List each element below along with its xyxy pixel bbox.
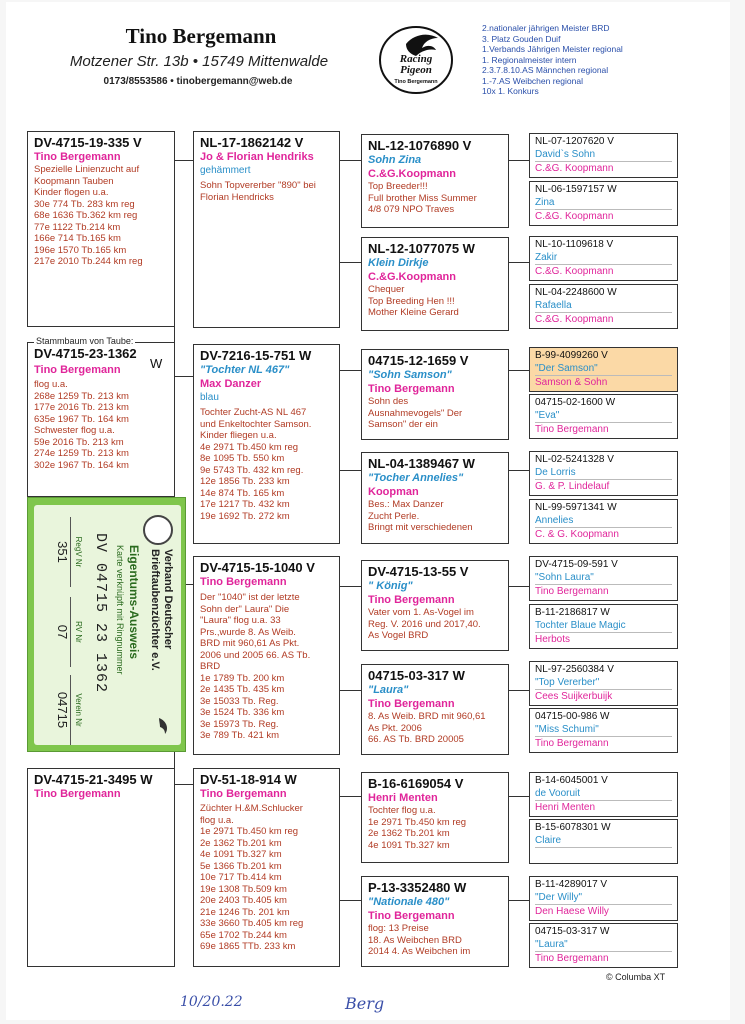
note-line: und Enkeltochter Samson. xyxy=(200,418,312,430)
achievement-item: 10x 1. Konkurs xyxy=(482,86,539,96)
note-line: 4e 1091 Tb.327 km xyxy=(200,849,282,860)
ancestor-card xyxy=(529,661,678,706)
note-line: Kinder flogen u.a. xyxy=(34,187,109,198)
ancestor-card xyxy=(529,819,678,864)
ring-number: NL-04-1389467 W xyxy=(368,456,475,471)
connector-line xyxy=(339,586,361,587)
card-inner xyxy=(34,505,181,745)
ring-number: DV-51-18-914 W xyxy=(200,772,297,787)
achievement-item: 1.Verbands Jährigen Meister regional xyxy=(482,44,623,54)
great-grandparent-card xyxy=(361,560,509,651)
owner-name: G. & P. Lindelauf xyxy=(535,479,672,493)
ring-number: DV-4715-09-591 V xyxy=(535,559,618,570)
ancestor-card xyxy=(529,876,678,921)
connector-line xyxy=(174,376,194,377)
note-line: 2014 4. As Weibchen im xyxy=(368,946,471,957)
ring-number: NL-12-1077075 W xyxy=(368,241,475,256)
owner-name: Tino Bergemann xyxy=(368,383,455,395)
owner-name: C.&G. Koopmann xyxy=(535,312,672,326)
ancestor-card xyxy=(529,236,678,281)
note-line: 21e 1246 Tb. 201 km xyxy=(200,906,290,918)
note-line: 1e 1789 Tb. 200 km xyxy=(200,672,285,684)
pigeon-name: Sohn Zina xyxy=(368,154,422,166)
owner-name: Tino Bergemann xyxy=(34,364,121,376)
card-org-line2: Brieftaubenzüchter e.V. xyxy=(149,549,161,671)
pigeon-name: "Sohn Samson" xyxy=(368,369,452,381)
note-line: Vater vom 1. As-Vogel im xyxy=(368,607,474,618)
note-line: 8. As Weib. BRD mit 960,61 xyxy=(368,711,486,722)
note-line: 166e 714 Tb.165 km xyxy=(34,233,121,244)
note-line: Ausnahmevogels" Der xyxy=(368,407,463,419)
note-line: 635e 1967 Tb. 164 km xyxy=(34,413,129,425)
note-line: flog: 13 Preise xyxy=(368,923,429,934)
note-line: flog u.a. xyxy=(34,379,68,390)
pigeon-name: Zina xyxy=(535,197,555,208)
owner-name: Tino Bergemann xyxy=(535,951,672,965)
owner-name: Henri Menten xyxy=(368,792,438,804)
note-line: 3e 15033 Tb. Reg. xyxy=(200,695,279,707)
great-grandparent-card xyxy=(361,134,509,228)
note-line: 59e 2016 Tb. 213 km xyxy=(34,436,124,448)
ring-number: NL-10-1109618 V xyxy=(535,239,614,250)
note-line: BRD mit 960,61 As Pkt. xyxy=(200,638,300,649)
handwritten-date: 10/20.22 xyxy=(180,994,243,1010)
pigeon-name: "Tocher Annelies" xyxy=(368,472,464,484)
note-line: 4e 1091 Tb.327 km xyxy=(368,839,450,851)
note-line: Sohn des xyxy=(368,396,409,407)
rv-label: RV Nr xyxy=(74,621,83,643)
ring-number: DV-4715-21-3495 W xyxy=(34,772,153,787)
great-grandparent-card xyxy=(361,876,509,967)
ring-number: B-15-6078301 W xyxy=(535,822,611,833)
note-line: 19e 1692 Tb. 272 km xyxy=(200,510,290,522)
note-line: Prs.,wurde 8. As Weib. xyxy=(200,626,296,638)
connector-line xyxy=(509,262,529,263)
pigeon-name: Tochter Blaue Magic xyxy=(535,620,626,631)
pigeon-name: "Nationale 480" xyxy=(368,896,450,908)
plumage-color: gehämmert xyxy=(200,165,251,176)
note-line: 268e 1259 Tb. 213 km xyxy=(34,390,129,402)
ring-number: 04715-03-317 W xyxy=(368,668,465,683)
pigeon-name: Rafaella xyxy=(535,300,572,311)
connector-line xyxy=(174,160,194,161)
great-grandparent-card xyxy=(361,772,509,863)
performance-notes xyxy=(368,499,502,534)
performance-notes xyxy=(368,711,502,746)
note-line: 196e 1570 Tb.165 km xyxy=(34,244,127,256)
great-grandparent-card xyxy=(361,237,509,331)
note-line: Schwester flog u.a. xyxy=(34,425,115,436)
sex-marker: W xyxy=(150,356,163,371)
grandparent-card xyxy=(193,344,340,544)
note-line: Top Breeder!!! xyxy=(368,181,428,192)
pigeon-name: David`s Sohn xyxy=(535,149,596,160)
ring-number: 04715-12-1659 V xyxy=(368,353,469,368)
note-line: 66. AS Tb. BRD 20005 xyxy=(368,734,464,745)
owner-name: Tino Bergemann xyxy=(200,788,287,800)
card-ring-number: DV 04715 23 1362 xyxy=(92,533,109,694)
ancestor-card-highlighted xyxy=(529,347,678,392)
ancestor-card xyxy=(529,923,678,968)
note-line: Sohn der" Laura" Die xyxy=(200,603,290,615)
owner-name: C.&G.Koopmann xyxy=(368,168,456,180)
ring-number: NL-04-2248600 W xyxy=(535,287,617,298)
racing-pigeon-logo xyxy=(376,24,456,96)
owner-name: Henri Menten xyxy=(535,800,672,814)
pigeon-name: Zakir xyxy=(535,252,558,263)
ring-number: B-99-4099260 V xyxy=(535,350,608,361)
performance-notes xyxy=(368,923,502,958)
great-grandparent-card xyxy=(361,349,509,440)
owner-name: Tino Bergemann xyxy=(368,594,455,606)
connector-line xyxy=(339,262,361,263)
ring-number: NL-06-1597157 W xyxy=(535,184,617,195)
logo-line3: Tino Bergemann xyxy=(394,79,438,85)
card-subtitle: Karte verknüpft mit Ringnummer xyxy=(115,545,125,675)
owner-name: C.&G. Koopmann xyxy=(535,161,672,175)
note-line: Bes.: Max Danzer xyxy=(368,499,444,510)
note-line: 69e 1865 TTb. 233 km xyxy=(200,941,296,952)
owner-name: C. & G. Koopmann xyxy=(535,527,672,541)
pigeon-name: "Miss Schumi" xyxy=(535,724,599,735)
pigeon-name: Annelies xyxy=(535,515,574,526)
ring-number: DV-7216-15-751 W xyxy=(200,348,312,363)
note-line: 18. As Weibchen BRD xyxy=(368,934,462,946)
owner-name: Tino Bergemann xyxy=(34,151,121,163)
note-line: 3e 789 Tb. 421 km xyxy=(200,730,280,741)
dam-card xyxy=(27,768,175,967)
copyright: © Columba XT xyxy=(606,972,666,982)
connector-line xyxy=(509,796,529,797)
performance-notes xyxy=(200,407,333,522)
note-line: 19e 1308 Tb.509 km xyxy=(200,883,287,895)
note-line: 5e 1366 Tb.201 km xyxy=(200,860,282,872)
pigeon-name: Claire xyxy=(535,835,562,846)
performance-notes xyxy=(34,379,168,471)
pigeon-name: de Vooruit xyxy=(535,788,581,799)
regv-value: 351 xyxy=(55,517,71,587)
ring-number: NL-07-1207620 V xyxy=(535,136,614,147)
pigeon-name: "Der Willy" xyxy=(535,892,583,903)
note-line: BRD xyxy=(200,661,221,672)
owner-name: C.&G.Koopmann xyxy=(368,271,456,283)
achievements-list xyxy=(482,23,682,97)
note-line: flog u.a. xyxy=(200,814,234,826)
note-line: 2006 und 2005 66. AS Tb. xyxy=(200,649,311,661)
connector-line xyxy=(509,586,529,587)
owner-name: Max Danzer xyxy=(200,378,262,390)
pigeon-name: "Eva" xyxy=(535,410,560,421)
great-grandparent-card xyxy=(361,664,509,755)
performance-notes xyxy=(200,180,333,203)
pigeon-icon xyxy=(151,715,173,737)
owner-name: Cees Suijkerbuijk xyxy=(535,689,672,703)
note-line: Züchter H.&M.Schlucker xyxy=(200,803,303,814)
ancestor-card xyxy=(529,181,678,226)
pigeon-name: "Der Samson" xyxy=(535,363,598,374)
note-line: 302e 1967 Tb. 164 km xyxy=(34,459,129,471)
pigeon-name: "Sohn Laura" xyxy=(535,572,594,583)
ancestor-card xyxy=(529,556,678,601)
note-line: 4e 2971 Tb.450 km reg xyxy=(200,441,299,453)
achievement-item: 2.3.7.8.10.AS Männchen regional xyxy=(482,65,609,75)
note-line: 4/8 079 NPO Traves xyxy=(368,204,455,215)
pigeon-name: "Laura" xyxy=(535,939,568,950)
note-line: 3e 15973 Tb. Reg. xyxy=(200,718,279,730)
note-line: Kinder fliegen u.a. xyxy=(200,430,277,441)
note-line: Bringt mit verschiedenen xyxy=(368,522,473,533)
card-org-line1: Verband Deutscher xyxy=(162,549,174,650)
note-line: 68e 1636 Tb.362 km reg xyxy=(34,210,138,221)
owner-name: Tino Bergemann xyxy=(368,698,455,710)
note-line: 8e 1095 Tb. 550 km xyxy=(200,453,285,464)
ring-number: NL-17-1862142 V xyxy=(200,135,304,150)
achievement-item: 2.nationaler jährigen Meister BRD xyxy=(482,23,610,33)
note-line: 10e 717 Tb.414 km xyxy=(200,872,282,883)
note-line: 20e 2403 Tb.405 km xyxy=(200,895,287,906)
note-line: 14e 874 Tb. 165 km xyxy=(200,487,285,499)
card-title: Eigentums-Ausweis xyxy=(127,545,141,660)
note-line: 65e 1702 Tb.244 km xyxy=(200,929,287,941)
owner-name: C.&G. Koopmann xyxy=(535,209,672,223)
note-line: Sohn Topvererber "890" bei xyxy=(200,180,316,191)
pigeon-name: De Lorris xyxy=(535,467,576,478)
handwritten-signature: Berg xyxy=(345,994,385,1013)
performance-notes xyxy=(368,396,502,431)
connector-line xyxy=(509,160,529,161)
owner-name: Jo & Florian Hendriks xyxy=(200,151,314,163)
logo-line2: Pigeon xyxy=(400,64,432,76)
owner-name: Den Haese Willy xyxy=(535,904,672,918)
ownership-card-content xyxy=(28,498,187,753)
plumage-color: blau xyxy=(200,392,219,403)
verein-value: 04715 xyxy=(55,675,71,745)
performance-notes xyxy=(368,805,502,851)
regv-label: RegV Nr xyxy=(74,536,83,568)
ring-number: 04715-03-317 W xyxy=(535,926,610,937)
performance-notes xyxy=(368,181,502,216)
pigeon-name: " König" xyxy=(368,580,413,592)
note-line: Zucht Perle. xyxy=(368,510,420,522)
ring-number: B-11-4289017 V xyxy=(535,879,608,890)
owner-name: Tino Bergemann xyxy=(535,736,672,750)
connector-line xyxy=(509,470,529,471)
note-line: Tochter flog u.a. xyxy=(368,805,436,816)
ring-number: 04715-02-1600 W xyxy=(535,397,616,408)
grandparent-card xyxy=(193,556,340,755)
ring-number: B-11-2186817 W xyxy=(535,607,610,618)
ancestor-card xyxy=(529,284,678,329)
note-line: Tochter Zucht-AS NL 467 xyxy=(200,407,307,418)
ancestor-card xyxy=(529,499,678,544)
performance-notes xyxy=(200,592,333,742)
performance-notes xyxy=(34,164,168,268)
note-line: Mother Kleine Gerard xyxy=(368,307,459,318)
ring-number: DV-4715-19-335 V xyxy=(34,135,142,150)
note-line: 12e 1856 Tb. 233 km xyxy=(200,476,290,487)
note-line: 2e 1435 Tb. 435 km xyxy=(200,684,285,695)
achievement-item: 3. Platz Gouden Duif xyxy=(482,33,561,44)
note-line: 1e 2971 Tb.450 km reg xyxy=(200,826,299,837)
performance-notes xyxy=(368,607,502,642)
connector-line xyxy=(339,900,361,901)
note-line: 274e 1259 Tb. 213 km xyxy=(34,448,129,459)
pigeon-name: "Top Vererber" xyxy=(535,677,600,688)
achievement-item: 1. Regionalmeister intern xyxy=(482,54,577,65)
owner-name: Herbots xyxy=(535,632,672,646)
ancestor-card xyxy=(529,394,678,439)
note-line: Samson" der ein xyxy=(368,419,438,430)
connector-line xyxy=(339,796,361,797)
note-line: As Pkt. 2006 xyxy=(368,722,422,734)
breeder-name: Tino Bergemann xyxy=(125,24,277,48)
pigeon-name: Klein Dirkje xyxy=(368,257,429,269)
note-line: 177e 2016 Tb. 213 km xyxy=(34,402,129,413)
note-line: "Laura" flog u.a. 33 xyxy=(200,615,281,626)
owner-name: Tino Bergemann xyxy=(368,910,455,922)
vdbt-seal-icon xyxy=(143,515,173,545)
breeder-contact: 0173/8553586 • tinobergemann@web.de xyxy=(103,76,293,87)
ancestor-card xyxy=(529,604,678,649)
note-line: Koopmann Tauben xyxy=(34,175,114,187)
ring-text: DV-4715-23-1362 xyxy=(34,346,137,361)
ancestor-card xyxy=(529,451,678,496)
note-line: 9e 5743 Tb. 432 km reg. xyxy=(200,464,304,476)
note-line: Reg. V. 2016 und 2017,40. xyxy=(368,618,481,630)
ancestor-card xyxy=(529,133,678,178)
ancestor-card xyxy=(529,708,678,753)
connector-line xyxy=(339,690,361,691)
note-line: 2e 1362 Tb.201 km xyxy=(200,837,282,849)
ring-number: P-13-3352480 W xyxy=(368,880,467,895)
connector-line xyxy=(339,370,361,371)
grandparent-card xyxy=(193,768,340,967)
ownership-card xyxy=(27,497,186,752)
note-line: Full brother Miss Summer xyxy=(368,192,477,204)
note-line: 30e 774 Tb. 283 km reg xyxy=(34,198,135,210)
note-line: 3e 1524 Tb. 336 km xyxy=(200,707,285,718)
ring-number xyxy=(34,346,168,361)
owner-name: Tino Bergemann xyxy=(34,788,121,800)
ring-number: DV-4715-13-55 V xyxy=(368,564,469,579)
grandparent-card xyxy=(193,131,340,328)
owner-name: Tino Bergemann xyxy=(200,576,287,588)
note-line: Top Breeding Hen !!! xyxy=(368,295,455,307)
owner-name: Koopman xyxy=(368,486,419,498)
note-line: Der "1040" ist der letzte xyxy=(200,592,300,603)
ring-number: NL-99-5971341 W xyxy=(535,502,617,513)
achievement-item: 1.-7.AS Weibchen regional xyxy=(482,75,583,86)
ring-number: NL-02-5241328 V xyxy=(535,454,614,465)
note-line: Florian Hendricks xyxy=(200,191,274,203)
ring-number: 04715-00-986 W xyxy=(535,711,610,722)
note-line: 17e 1217 Tb. 432 km xyxy=(200,499,290,510)
connector-line xyxy=(339,160,361,161)
note-line: 217e 2010 Tb.244 km reg xyxy=(34,256,143,267)
owner-name: Tino Bergemann xyxy=(535,422,672,436)
connector-line xyxy=(339,470,361,471)
pigeon-name: "Laura" xyxy=(368,684,409,696)
connector-line xyxy=(509,370,529,371)
note-line: 77e 1122 Tb.214 km xyxy=(34,221,121,233)
note-line: 33e 3660 Tb.405 km reg xyxy=(200,918,304,929)
logo-line1: Racing xyxy=(399,53,433,65)
ring-number: B-14-6045001 V xyxy=(535,775,608,786)
note-line: 1e 2971 Tb.450 km reg xyxy=(368,816,467,828)
ancestor-card xyxy=(529,772,678,817)
performance-notes xyxy=(200,803,333,953)
note-line: Spezielle Linienzucht auf xyxy=(34,164,140,175)
pigeon-name: "Tochter NL 467" xyxy=(200,364,290,376)
note-line: As Vogel BRD xyxy=(368,630,429,641)
ring-number: B-16-6169054 V xyxy=(368,776,464,791)
sire-card xyxy=(27,131,175,327)
performance-notes xyxy=(368,284,502,319)
ring-number: NL-97-2560384 V xyxy=(535,664,614,675)
connector-line xyxy=(174,784,194,785)
owner-name: Samson & Sohn xyxy=(535,375,672,389)
owner-name: C.&G. Koopmann xyxy=(535,264,672,278)
note-line: 2e 1362 Tb.201 km xyxy=(368,828,450,839)
stammbaum-label: Stammbaum von Taube: xyxy=(36,336,134,346)
verein-label: Verein Nr xyxy=(74,693,83,727)
ring-number: DV-4715-15-1040 V xyxy=(200,560,315,575)
breeder-address: Motzener Str. 13b • 15749 Mittenwalde xyxy=(69,53,329,70)
connector-line xyxy=(509,900,529,901)
owner-name: Tino Bergemann xyxy=(535,584,672,598)
owner-name xyxy=(535,847,672,848)
ring-number: NL-12-1076890 V xyxy=(368,138,472,153)
rv-value: 07 xyxy=(55,597,71,667)
great-grandparent-card xyxy=(361,452,509,544)
connector-line xyxy=(509,690,529,691)
note-line: Chequer xyxy=(368,284,405,295)
